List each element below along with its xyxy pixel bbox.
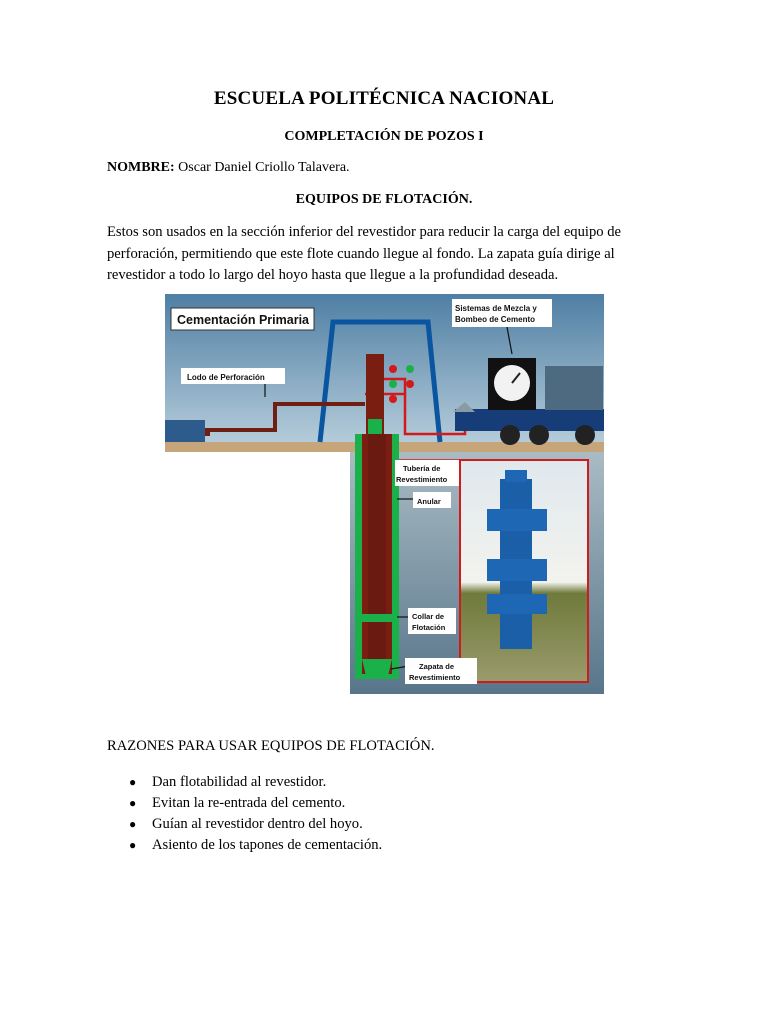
- section-title: EQUIPOS DE FLOTACIÓN.: [295, 192, 473, 207]
- list-item: [107, 814, 382, 835]
- list-item: [107, 793, 382, 814]
- mud-label: Lodo de Perforación: [187, 373, 265, 382]
- bullet-icon: ●: [129, 838, 137, 852]
- annulus-label: Anular: [417, 497, 441, 506]
- float-collar-label-line1: Collar de: [412, 612, 445, 621]
- figure-title: Cementación Primaria: [177, 313, 309, 327]
- mixing-label-line1: Sistemas de Mezcla y: [455, 304, 537, 313]
- reasons-list: [107, 772, 382, 856]
- shoe-label-line1: Zapata de: [419, 662, 455, 671]
- intro-paragraph: Estos son usados en la sección inferior del revestidor para reducir la carga del equipo de perforación, permitiendo que este flote cuando llegue al fondo. La zapata guía dirige al revestidor a todo lo largo del hoyo hasta que llegue a la profundidad deseada.: [107, 224, 621, 283]
- bullet-icon: ●: [129, 817, 137, 831]
- casing-label-line1: Tubería de: [403, 464, 441, 473]
- wellbore: [355, 434, 399, 679]
- float-collar-label-line2: Flotación: [412, 623, 446, 632]
- mud-pump: [165, 420, 205, 442]
- bullet-icon: ●: [129, 796, 137, 810]
- bullet-icon: ●: [129, 775, 137, 789]
- list-item-text: Asiento de los tapones de cementación.: [152, 837, 383, 853]
- course-title: COMPLETACIÓN DE POZOS I: [284, 129, 484, 144]
- list-item: [107, 772, 382, 793]
- cementing-diagram: [165, 294, 604, 694]
- list-item: [107, 835, 382, 856]
- mixing-label-line2: Bombeo de Cemento: [455, 315, 536, 324]
- name-value: Oscar Daniel Criollo Talavera.: [178, 160, 350, 175]
- student-name: [107, 160, 350, 176]
- list-item-text: Guían al revestidor dentro del hoyo.: [152, 816, 363, 832]
- list-item-text: Evitan la re-entrada del cemento.: [152, 795, 346, 811]
- list-item-text: Dan flotabilidad al revestidor.: [152, 774, 327, 790]
- institution-title: ESCUELA POLITÉCNICA NACIONAL: [213, 88, 555, 109]
- casing-label-line2: Revestimiento: [396, 475, 448, 484]
- blank-region: [165, 452, 350, 694]
- reasons-heading: RAZONES PARA USAR EQUIPOS DE FLOTACIÓN.: [107, 738, 435, 754]
- name-label: NOMBRE:: [107, 160, 175, 175]
- photo-inset: [460, 460, 588, 682]
- shoe-label-line2: Revestimiento: [409, 673, 461, 682]
